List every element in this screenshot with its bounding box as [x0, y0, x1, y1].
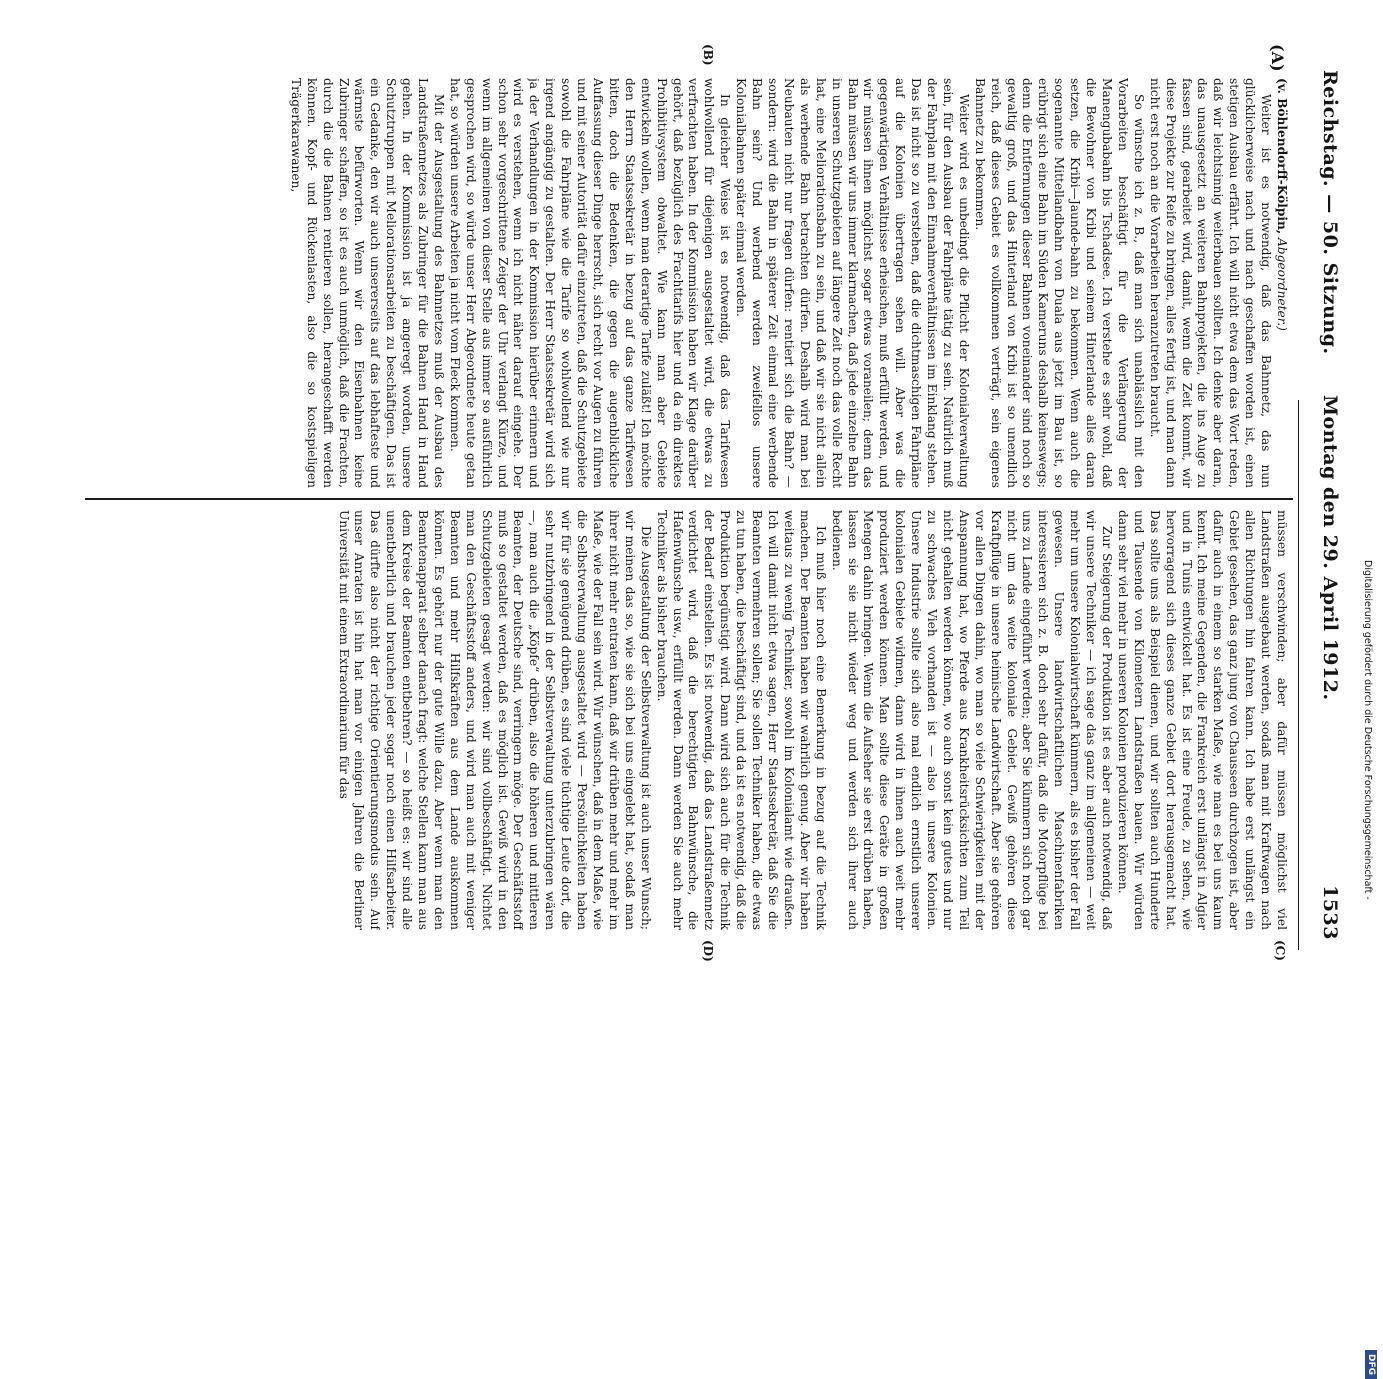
speaker-name: (v. Böhlendorff-Kölpin,	[1275, 78, 1289, 235]
column-divider	[85, 498, 1293, 500]
header-rule-right	[1298, 520, 1299, 950]
left-column	[70, 78, 1289, 488]
margin-mark-a: (A)	[1268, 44, 1287, 72]
header-left: Reichstag. — 50. Sitzung.	[1319, 70, 1341, 355]
margin-mark-d: (D)	[701, 940, 715, 962]
margin-mark-c: (C)	[1273, 940, 1287, 961]
right-column	[70, 510, 1289, 930]
paragraph: Mit der Ausgestaltung des Bahnnetzes muß der Ausbau des Landstraßennetzes als Zubringer für die Bahnen Hand in Hand gehen. In der Kommission ist ja angeregt worden, unsere Schutztruppen mit Meliorationsarbeiten zu beschäftigen. Das ist ein Gedanke, den wir auch unsererseits auf das lebhafteste und wärmste befürworten. Wenn wir den Eisenbahnen keine Zubringer schaffen, so ist es auch unmöglich, daß die Frachten, durch die die Bahnen rentieren sollen, herangeschafft werden können. Kopf- und Rückenlasten, also die so kostspieligen Trägerkarawanen,	[288, 78, 446, 488]
paragraph: Ich muß hier noch eine Bemerkung in bezug auf die Technik machen. Der Beamten haben wir wahrlich genug. Aber wir haben weitaus zu wenig Techniker, sowohl im Kolonialamt wie draußen. Ich will damit nicht etwa sagen, Herr Staatssekretär, daß Sie die Beamten vermehren sollen; Sie sollen Techniker haben, die etwas zu tun haben, die beschäftigt sind, und da ist es notwendig, daß die Produktion begünstigt wird. Dann wird sich auch für die Technik der Bedarf einstellen. Es ist notwendig, daß das Landstraßennetz verdichtet wird, daß die berechtigten Bahnwünsche, die Hafenwünsche usw., erfüllt werden. Dann werden Sie auch mehr Techniker als bisher brauchen.	[654, 510, 828, 930]
speaker-line	[1273, 78, 1289, 488]
digitization-credit: Digitalisierung gefördert durch die Deutsche Forschungsgemeinschaft -	[1362, 560, 1373, 900]
margin-mark-b: (B)	[701, 44, 715, 66]
paragraph: In gleicher Weise ist es notwendig, daß das Tarifwesen wohlwollend für diejenigen ausgestaltet wird, die etwas zu verfrachten haben. In der Kommission haben wir Klage darüber gehört, daß bezüglich des Frachttarifs hier und da ein direktes Prohibitivsystem obwaltet. Wie kann man aber Gebiete entwickeln wollen, wenn man derartige Tarife zuläßt! Ich möchte den Herrn Staatssekretär in bezug auf das ganze Tarifwesen bitten, doch die Bedenken, die gegen die augenblickliche Auffassung dieser Dinge herrscht, sich recht vor Augen zu führen und mit seiner Autorität dafür einzutreten, daß die Schutzgebiete sowohl die Fahrpläne wie die Tarife so wohlwollend wie nur irgend angängig zu gestalten. Der Herr Staatssekretär wird sich ja der Verhandlungen in der Kommission hierüber erinnern und wird es verstehen, wenn ich nicht näher darauf eingehe. Der schon sehr vorgeschrittene Zeiger der Uhr verlangt Kürze, und wenn im allgemeinen von dieser Stelle aus immer so ausführlich gesprochen wird, so würde unser Herr Abgeordnete heute getan hat, so würden unsere Arbeiten ja nicht vom Fleck kommen.	[447, 78, 733, 488]
dfg-logo: DFG	[1365, 1350, 1377, 1379]
speaker-role: Abgeordneter.)	[1275, 238, 1289, 331]
paragraph: Weiter ist es notwendig, daß das Bahnnetz, das nun glücklicherweise nach und nach geschaffen worden ist, einen stetigen Ausbau erfährt. Ich will nicht etwa dem das Wort reden, daß wir leichtsinnig weiterbauen sollten. Ich denke aber daran, das unausgesetzt an weiteren Bahnprojekten, die ins Auge zu fassen sind, gearbeitet wird, damit, wenn die Zeit kommt, wir diese Projekte zur Reife zu bringen, alles fertig ist, und man dann nicht erst noch an die Vorarbeiten heranzutreten braucht.	[1147, 78, 1274, 488]
header-date: Montag den 29. April 1912.	[1319, 395, 1341, 701]
paragraph: Weiter wird es unbedingt die Pflicht der Kolonialverwaltung sein, für den Ausbau der Fahrpläne tätig zu sein. Natürlich muß der Fahrplan mit den Einnahmeverhältnissen im Einklang stehen. Das ist nicht so zu verstehen, daß die dichtmaschigen Fahrpläne auf die Kolonien übertragen sehen will. Aber was die gegenwärtigen Verhältnisse erheischen, muß erfüllt werden, und wir müssen ihnen möglichst sogar etwas voraneilen; denn das Bahn müssen wir uns immer klarmachen, daß jede einzelne Bahn in unseren Schutzgebieten auf längere Zeit noch das volle Recht hat, eine Meliorationsbahn zu sein, und daß wir sie nicht allein als werbende Bahn betrachten dürfen. Deshalb wird man bei Neubauten nicht nur fragen dürfen: rentiert sich die Bahn? — sondern: wird die Bahn in späterer Zeit einmal eine werbende Bahn sein? Und werbend werden zweifellos unsere Kolonialbahnen später einmal werden.	[734, 78, 971, 488]
paragraph: Zur Steigerung der Produktion ist es aber auch notwendig, daß wir unsere Techniker — ich sage das ganz im allgemeinen — weit mehr um unsere Kolonialwirtschaft kümmern, als es bisher der Fall gewesen. Unsere landwirtschaftlichen Maschinenfabriken interessieren sich z. B. doch sehr dafür, daß die Motorpflüge bei uns zu Lande eingeführt werden; aber Sie kümmern sich noch gar nicht um das weite koloniale Gebiet. Gewiß gehören diese Kraftpflüge in unsere heimische Landwirtschaft. Aber sie gehören vor allen Dingen dahin, wo man so viele Schwierigkeiten mit der Anspannung hat, wo Pferde aus Krankheitsrücksichten zum Teil nicht gehalten werden können, wo auch sonst kein gutes und nur zu schwaches Vieh vorhanden ist — also in unsere Kolonien. Unsere Industrie sollte sich also mal endlich ernstlich unserer kolonialen Gebiete widmen, dann wird in ihnen auch weit mehr produziert werden können. Man sollte diese Geräte in großen Mengen dahin bringen. Wenn die Aufseher sie erst drüben haben, lassen sie sie nicht wieder weg und werden sich ihrer auch bedienen.	[829, 510, 1115, 930]
paragraph: müssen verschwinden; aber dafür müssen möglichst viel Landstraßen ausgebaut werden, sodaß man mit Kraftwagen nach allen Richtungen hin fahren kann. Ich habe erst unlängst ein Gebiet gesehen, das ganz jung von Chausseen durchzogen ist, aber dafür auch in einem so starken Maße, wie man es bei uns kaum kennt. Ich meine Gegenden, die Frankreich erst unlängst in Algier und in Tunis entwickelt hat. Es ist eine Freude, zu sehen, wie hervorragend sich dieses ganze Gebiet dort herausgemacht hat. Das sollte uns als Beispiel dienen, und wir sollten auch Hunderte und Tausende von Kilometern Landstraßen bauen. Wir würden dann sehr viel mehr in unseren Kolonien produzieren können.	[1115, 510, 1289, 930]
paragraph: So wünsche ich z. B., daß man sich unablässlich mit den Vorarbeiten beschäftigt für die Verlängerung der Manengubabahn bis Tschadsee. Ich verstehe es sehr wohl, daß die Bewohner von Kribi und seinem Hinterlande alles daran setzen, die Kribi—Jaunde-bahn zu bekommen. Wenn auch die sogenannte Mittellandbahn von Duala aus jetzt im Bau ist, so erübrigt sich eine Bahn im Süden Kameruns deshalb keineswegs; denn die Entfernungen dieser Bahnen voneinander sind noch so gewaltig groß, und das Hinterland von Kribi ist so unendlich reich, daß dieses Gebiet es vollkommen verträgt, sein eigenes Bahnnetz zu bekommen.	[972, 78, 1146, 488]
page-header	[1299, 0, 1347, 1000]
paragraph: Die Ausgestaltung der Selbstverwaltung ist auch unser Wunsch; wir meinen das so, wie sie sich bei uns eingelebt hat, sodaß man ihrer nicht mehr entraten kann, daß wir drüben mehr und mehr im Maße, wie der Fall sein wird. Wir wünschen, daß in dem Maße, wie die Selbstverwaltung ausgestaltet wird — Persönlichkeiten haben wir für sie genügend drüben, es sind viele tüchtige Leute dort, die sehr nutzbringend in der Selbstverwaltung unterzubringen wären —, man auch die „Köpfe“ drüben, also die höheren und mittleren Beamten, der Deutsche sind, verringern möge. Der Geschäftsstoff muß so gestaltet werden, daß es möglich ist. Gewiß wird in den Schutzgebieten gesagt werden: wir sind vollbeschäftigt. Nichtet man den Geschäftsstoff anders, und wird man auch mit weniger Beamten und mehr Hilfskräften aus dem Lande auskommen können. Es gehört nur der gute Wille dazu. Aber wenn man den Beamtenapparat selber danach fragt: welche Stellen kann man aus dem Kreise der Beamten entbehren? — so heißt es: wir sind alle unentbehrlich und brauchen jeder sogar noch einen Hilfsarbeiter. Das dürfte also nicht der richtige Orientierungsmodus sein. Auf unser Anraten ist hin hat man vor einigen Jahren die Berliner Universität mit einem Extraordinarium für das	[336, 510, 653, 930]
page-number: 1533	[1319, 885, 1341, 940]
